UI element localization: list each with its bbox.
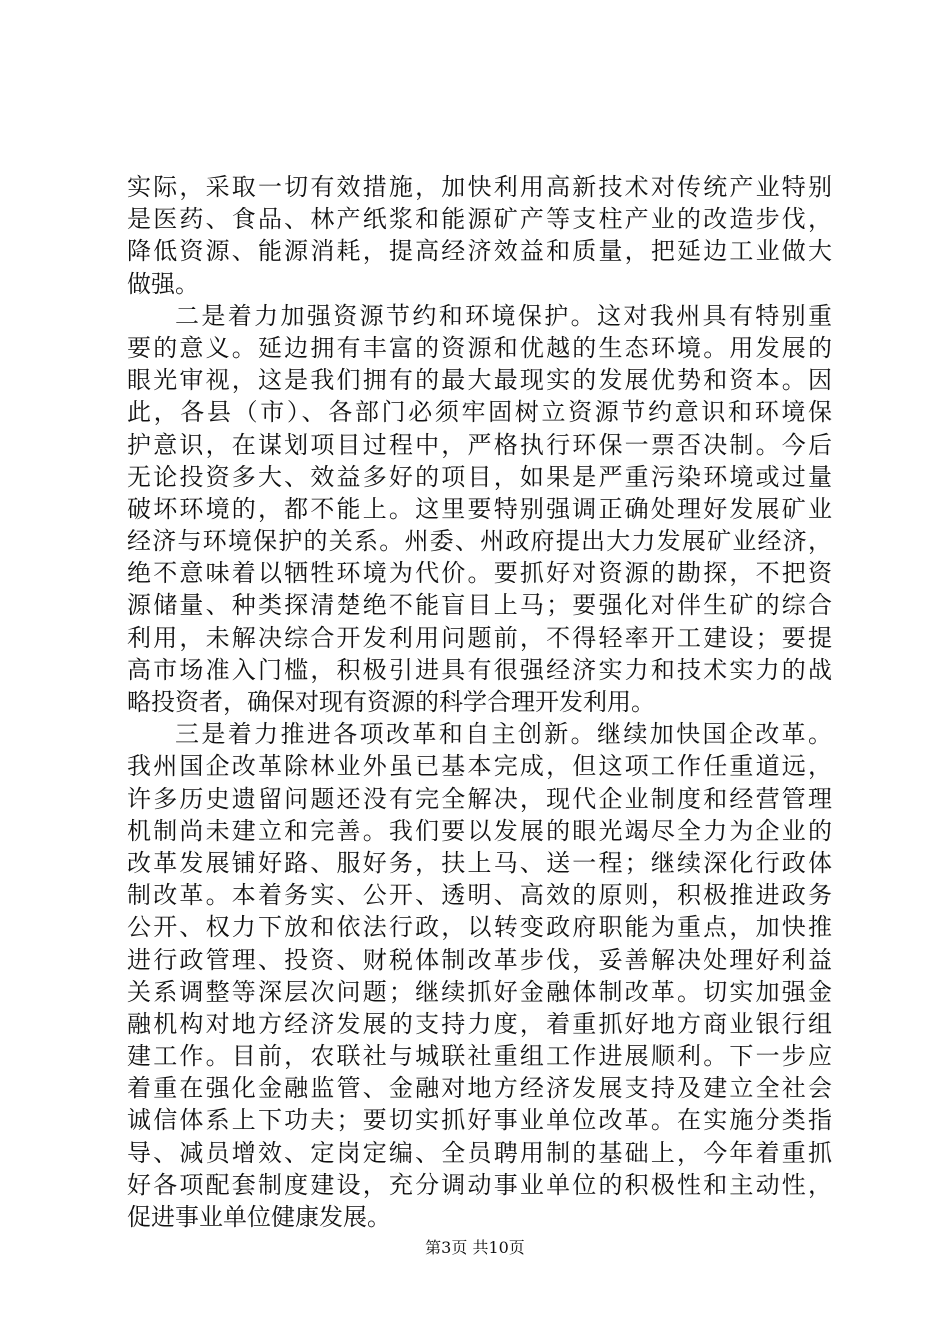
text-line: 是医药、食品、林产纸浆和能源矿产等支柱产业的改造步伐，: [127, 205, 832, 234]
text-line: 关系调整等深层次问题；继续抓好金融体制改革。切实加强金: [127, 977, 832, 1006]
text-line: 公开、权力下放和依法行政，以转变政府职能为重点，加快推: [127, 913, 832, 942]
text-line: 促进事业单位健康发展。: [127, 1203, 391, 1231]
text-line: 护意识，在谋划项目过程中，严格执行环保一票否决制。今后: [127, 430, 832, 459]
text-line: 破坏环境的，都不能上。这里要特别强调正确处理好发展矿业: [127, 494, 832, 523]
paragraph-first-line: 二是着力加强资源节约和环境保护。这对我州具有特别重: [175, 301, 832, 330]
text-line: 融机构对地方经济发展的支持力度，着重抓好地方商业银行组: [127, 1009, 832, 1038]
text-line: 机制尚未建立和完善。我们要以发展的眼光竭尽全力为企业的: [127, 816, 832, 845]
text-line: 要的意义。延边拥有丰富的资源和优越的生态环境。用发展的: [127, 333, 832, 362]
text-line: 诚信体系上下功夫；要切实抓好事业单位改革。在实施分类指: [127, 1106, 832, 1135]
text-line: 导、减员增效、定岗定编、全员聘用制的基础上，今年着重抓: [127, 1138, 832, 1167]
text-line: 做强。: [127, 269, 199, 298]
text-line: 经济与环境保护的关系。州委、州政府提出大力发展矿业经济，: [127, 527, 832, 556]
text-line: 许多历史遗留问题还没有完全解决，现代企业制度和经营管理: [127, 784, 832, 813]
text-line: 此，各县（市）、各部门必须牢固树立资源节约意识和环境保: [127, 398, 832, 427]
text-line: 好各项配套制度建设，充分调动事业单位的积极性和主动性，: [127, 1170, 832, 1199]
text-line: 进行政管理、投资、财税体制改革步伐，妥善解决处理好利益: [127, 945, 832, 974]
text-line: 利用，未解决综合开发利用问题前，不得轻率开工建设；要提: [127, 623, 832, 652]
body-text: [127, 171, 832, 1233]
text-line: 制改革。本着务实、公开、透明、高效的原则，积极推进政务: [127, 881, 832, 910]
text-line: 无论投资多大、效益多好的项目，如果是严重污染环境或过量: [127, 462, 832, 491]
text-line: 建工作。目前，农联社与城联社重组工作进展顺利。下一步应: [127, 1042, 832, 1071]
text-line: 实际，采取一切有效措施，加快利用高新技术对传统产业特别: [127, 173, 832, 201]
paragraph-first-line: 三是着力推进各项改革和自主创新。继续加快国企改革。: [175, 720, 832, 749]
text-line: 我州国企改革除林业外虽已基本完成，但这项工作任重道远，: [127, 752, 832, 781]
text-line: 源储量、种类探清楚绝不能盲目上马；要强化对伴生矿的综合: [127, 591, 832, 620]
text-line: 改革发展铺好路、服好务，扶上马、送一程；继续深化行政体: [127, 848, 832, 877]
text-line: 降低资源、能源消耗，提高经济效益和质量，把延边工业做大: [127, 237, 832, 266]
page-number-footer: 第3页 共10页: [425, 1238, 525, 1257]
text-line: 略投资者，确保对现有资源的科学合理开发利用。: [127, 688, 655, 716]
text-line: 眼光审视，这是我们拥有的最大最现实的发展优势和资本。因: [127, 366, 832, 395]
text-line: 着重在强化金融监管、金融对地方经济发展支持及建立全社会: [127, 1074, 832, 1103]
text-line: 绝不意味着以牺牲环境为代价。要抓好对资源的勘探，不把资: [127, 559, 832, 588]
text-line: 高市场准入门槛，积极引进具有很强经济实力和技术实力的战: [127, 655, 832, 684]
